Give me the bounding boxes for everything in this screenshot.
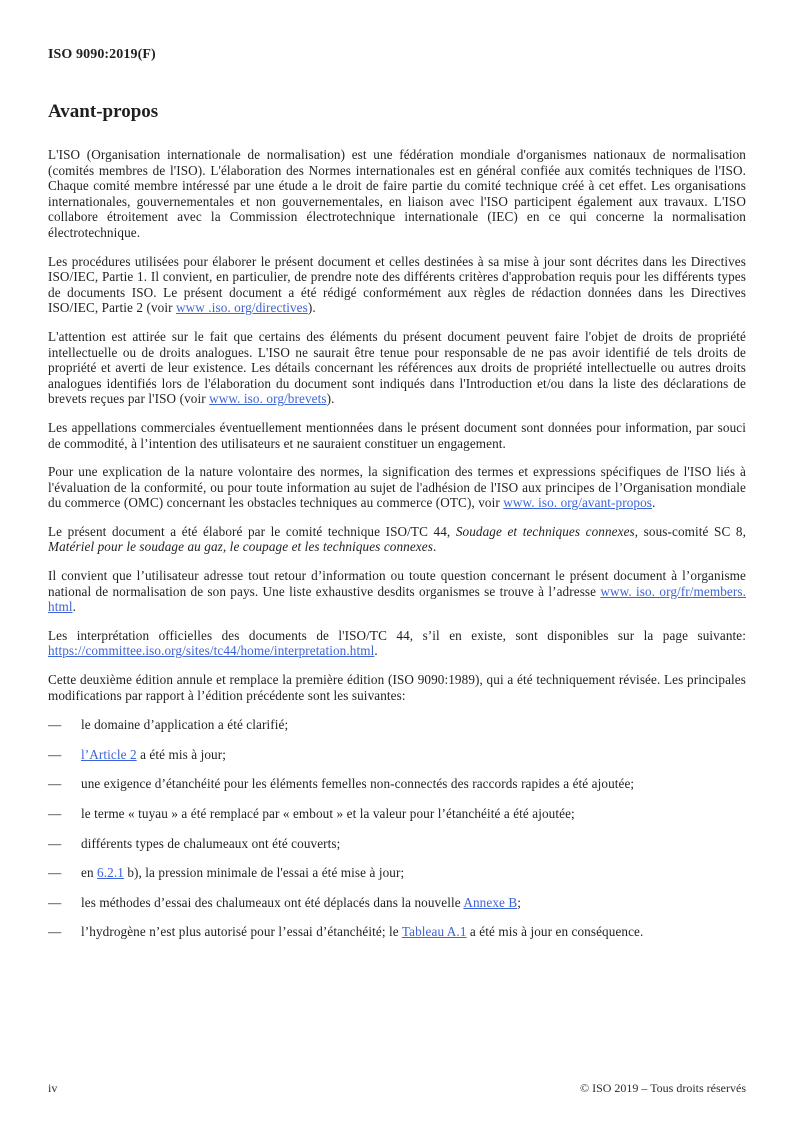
list-item xyxy=(48,924,746,940)
hyperlink[interactable]: Tableau A.1 xyxy=(401,924,467,940)
list-item xyxy=(48,836,746,852)
list-item xyxy=(48,747,746,763)
paragraph xyxy=(48,464,746,511)
text-run: ; xyxy=(517,894,522,910)
text-run: . xyxy=(652,495,656,511)
list-item-dash: — xyxy=(48,835,62,851)
hyperlink[interactable]: 6.2.1 xyxy=(97,865,124,881)
list-item-text xyxy=(81,806,746,822)
list-item xyxy=(48,776,746,792)
text-run: Pour une explication de la nature volontaire des normes, la signification des termes et expressions spécifiques de l'ISO liés à l'évaluation de la conformité, ou pour toute information au sujet de l'adhésion de l'ISO aux principes de l’Organisation mondiale du commerce (OMC) concernant les obstacles techniques au commerce (OTC), voir xyxy=(48,464,746,511)
paragraph xyxy=(48,254,746,316)
page-number: iv xyxy=(48,1081,58,1095)
list-item xyxy=(48,895,746,911)
text-run: Cette deuxième édition annule et remplace la première édition (ISO 9090:1989), qui a été techniquement révisée. Les principales modifications par rapport à l’édition précédente sont les suivantes: xyxy=(48,672,746,703)
page-footer xyxy=(48,1081,746,1095)
text-run: différents types de chalumeaux ont été couverts; xyxy=(81,835,341,851)
list-item xyxy=(48,865,746,881)
page-title: Avant-propos xyxy=(48,101,159,122)
list-item xyxy=(48,717,746,733)
list-item-dash: — xyxy=(48,894,62,910)
hyperlink[interactable]: Annexe B xyxy=(463,894,518,910)
text-run: b), la pression minimale de l'essai a été mise à jour; xyxy=(123,865,405,881)
list-item-text xyxy=(81,865,746,881)
list-item-text xyxy=(81,924,746,940)
paragraph xyxy=(48,628,746,659)
text-run: ). xyxy=(326,391,335,407)
list-item-dash: — xyxy=(48,865,62,881)
italic-text: Soudage et techniques connexes xyxy=(455,523,635,539)
text-run: l’hydrogène n’est plus autorisé pour l’essai d’étanchéité; le xyxy=(81,924,402,940)
text-run: L'ISO (Organisation internationale de normalisation) est une fédération mondiale d'organismes nationaux de normalisation (comités membres de l'ISO). L'élaboration des Normes internationales est en général confiée aux comités techniques de l'ISO. Chaque comité membre intéressé par une étude a le droit de faire partie du comité technique créé à cet effet. Les organisations internationales, gouvernementales et non gouvernementales, en liaison avec l'ISO participent également aux travaux. L'ISO collabore étroitement avec la Commission électrotechnique internationale (IEC) en ce qui concerne la normalisation électrotechnique. xyxy=(48,147,746,240)
paragraph xyxy=(48,568,746,615)
list-item xyxy=(48,806,746,822)
list-item-text xyxy=(81,747,746,763)
text-run: le domaine d’application a été clarifié; xyxy=(81,717,289,733)
list-item-text xyxy=(81,717,746,733)
hyperlink[interactable]: www. iso. org/fr/members. html xyxy=(48,583,746,615)
text-run: . xyxy=(374,643,378,659)
list-item-dash: — xyxy=(48,806,62,821)
hyperlink[interactable]: www. iso. org/brevets xyxy=(209,391,327,407)
text-run: , sous-comité SC 8, xyxy=(634,523,746,539)
text-run: Les interprétation officielles des documents de l'ISO/TC 44, s’il en existe, sont disponibles sur la page suivante: xyxy=(48,627,746,643)
text-run: une exigence d’étanchéité pour les éléments femelles non-connectés des raccords rapides a été ajoutée; xyxy=(81,776,635,792)
text-run: . xyxy=(432,539,437,555)
text-run: Il convient que l’utilisateur adresse tout retour d’information ou toute question concernant le présent document à l’organisme national de normalisation de son pays. Une liste exhaustive desdits organismes se trouve à l’adresse xyxy=(48,568,746,599)
list-item-text xyxy=(81,895,746,911)
paragraph xyxy=(48,147,746,241)
hyperlink[interactable]: l’Article 2 xyxy=(81,746,137,762)
text-run: . xyxy=(72,599,76,615)
hyperlink[interactable]: https://committee.iso.org/sites/tc44/home/interpretation.html xyxy=(48,643,375,659)
paragraph xyxy=(48,524,746,555)
document-reference: ISO 9090:2019(F) xyxy=(48,47,156,62)
text-run: a été mis à jour en conséquence. xyxy=(466,924,644,940)
text-run: le terme « tuyau » a été remplacé par « embout » et la valeur pour l’étanchéité a été ajoutée; xyxy=(81,806,575,821)
list-item-dash: — xyxy=(48,746,62,762)
paragraph xyxy=(48,420,746,451)
copyright-notice: © ISO 2019 – Tous droits réservés xyxy=(579,1081,746,1095)
paragraph xyxy=(48,672,746,703)
list-item-text xyxy=(81,776,746,792)
text-run: Les procédures utilisées pour élaborer le présent document et celles destinées à sa mise à jour sont décrites dans les Directives ISO/IEC, Partie 1. Il convient, en particulier, de prendre note des différents critères d'approbation requis pour les différents types de documents ISO. Le présent document a été rédigé conformément aux règles de rédaction données dans les Directives ISO/IEC, Partie 2 (voir xyxy=(48,253,746,316)
text-run: les méthodes d’essai des chalumeaux ont été déplacés dans la nouvelle xyxy=(81,894,464,910)
text-run: Le présent document a été élaboré par le comité technique ISO/TC 44, xyxy=(48,523,456,539)
text-run: ). xyxy=(307,300,316,316)
modifications-list xyxy=(48,717,746,940)
hyperlink[interactable]: www .iso. org/directives xyxy=(176,300,308,316)
list-item-dash: — xyxy=(48,717,62,733)
text-run: en xyxy=(81,865,98,881)
italic-text: Matériel pour le soudage au gaz, le coupage et les techniques connexes xyxy=(48,539,433,555)
hyperlink[interactable]: www. iso. org/avant-propos xyxy=(503,495,653,511)
paragraph xyxy=(48,329,746,407)
text-run: Les appellations commerciales éventuellement mentionnées dans le présent document sont données pour information, par souci de commodité, à l’intention des utilisateurs et ne sauraient constituer un engagement. xyxy=(48,419,746,451)
text-run: a été mis à jour; xyxy=(136,746,226,762)
list-item-dash: — xyxy=(48,776,62,792)
list-item-dash: — xyxy=(48,924,62,940)
list-item-text xyxy=(81,836,746,852)
text-run: L'attention est attirée sur le fait que certains des éléments du présent document peuvent faire l'objet de droits de propriété intellectuelle ou de droits analogues. L'ISO ne saurait être tenue pour responsable de ne pas avoir identifié de tels droits de propriété et averti de leur existence. Les détails concernant les références aux droits de propriété intellectuelle ou autres droits analogues identifiés lors de l'élaboration du document sont indiqués dans l'Introduction et/ou dans la liste des déclarations de brevets reçues par l'ISO (voir xyxy=(48,328,746,407)
